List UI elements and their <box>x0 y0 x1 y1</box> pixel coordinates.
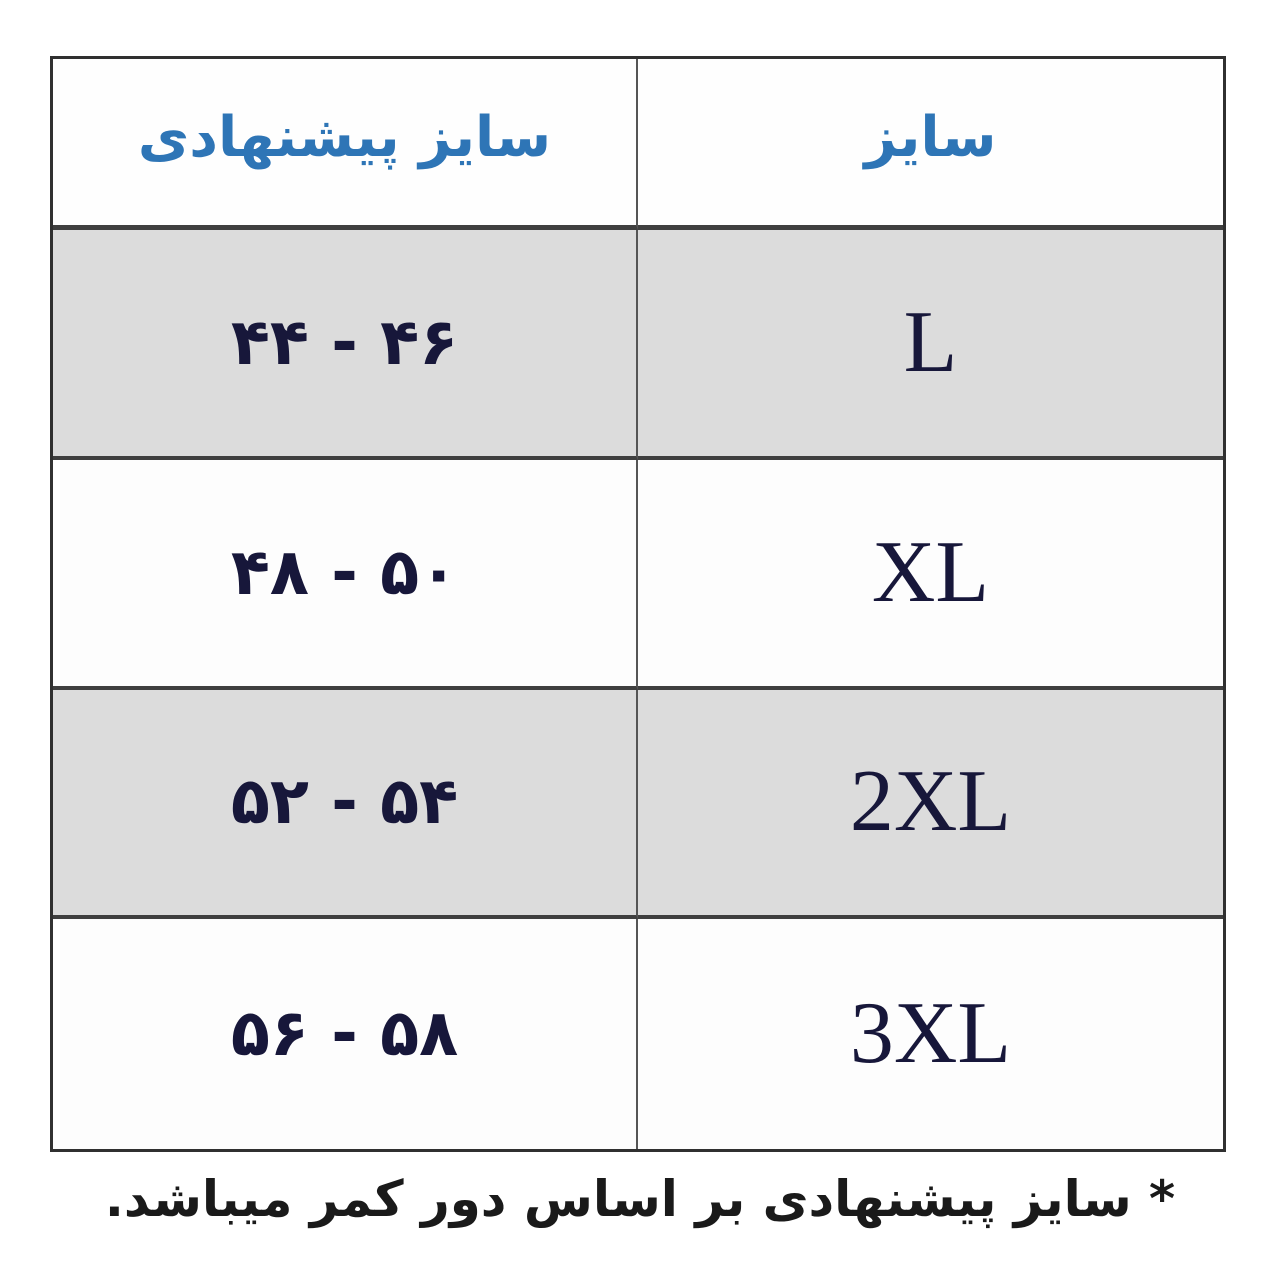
table-row-1-size-cell <box>638 230 1223 460</box>
waist-range-value: ۴۸ - ۵۰ <box>230 535 459 610</box>
header-cell-size <box>638 59 1223 230</box>
table-row-2-size-cell <box>638 460 1223 690</box>
waist-range-value: ۴۴ - ۴۶ <box>230 305 459 380</box>
table-row-4-size-cell <box>638 919 1223 1149</box>
size-column-label: سایز <box>864 105 997 170</box>
size-value: XL <box>871 523 990 621</box>
footnote: * سایز پیشنهادی بر اساس دور کمر میباشد. <box>104 1170 1176 1228</box>
table-row-2-suggested-size-cell <box>53 460 638 690</box>
size-value: L <box>903 293 958 391</box>
waist-range-value: ۵۲ - ۵۴ <box>230 765 459 840</box>
size-table <box>50 56 1226 1152</box>
waist-range-value: ۵۶ - ۵۸ <box>230 997 459 1072</box>
header-cell-suggested-size <box>53 59 638 230</box>
suggested-size-column-label: سایز پیشنهادی <box>137 105 552 170</box>
size-value: 2XL <box>849 753 1012 851</box>
size-value: 3XL <box>849 985 1012 1083</box>
table-row-1-suggested-size-cell <box>53 230 638 460</box>
table-row-4-suggested-size-cell <box>53 919 638 1149</box>
table-row-3-suggested-size-cell <box>53 690 638 920</box>
table-row-3-size-cell <box>638 690 1223 920</box>
